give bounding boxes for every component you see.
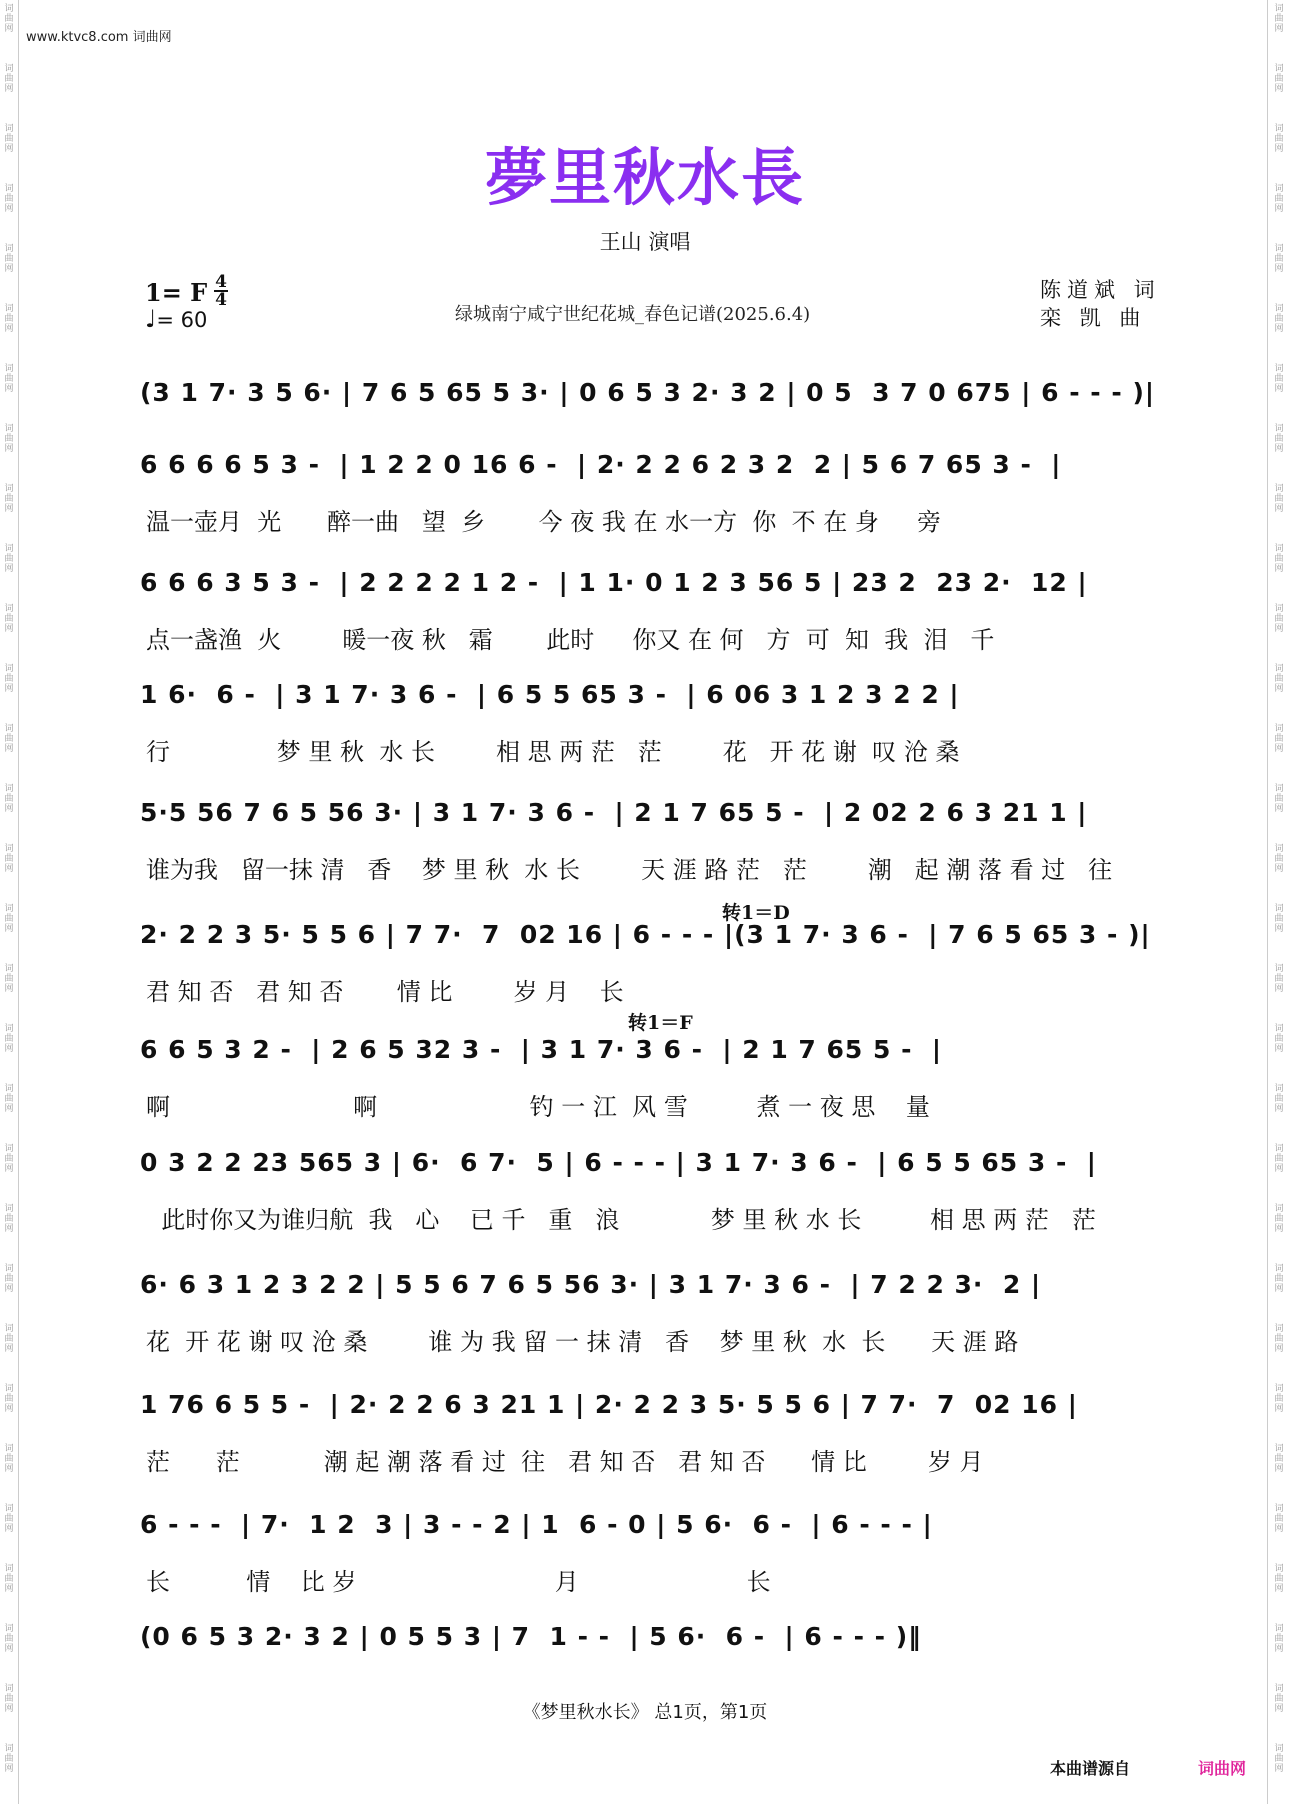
watermark-text: 词曲网 [1274,1504,1284,1534]
page-footer: 《梦里秋水长》 总1页，第1页 [522,1702,768,1723]
modulation-f: 转1＝F [628,1012,693,1034]
lyric-line: 长 情 比 岁 月 长 [146,1568,771,1596]
watermark-text: 词曲网 [1274,724,1284,754]
notation-line: 6 6 6 6 5 3 - | 1 2 2 0 16 6 - | 2· 2 2 6 2 3 2 2 | 5 6 7 65 3 - | [140,450,1062,479]
source-label: 本曲谱源自 [1050,1759,1131,1778]
lyricist: 陈道斌 词 [1040,278,1161,302]
watermark-text: 词曲网 [4,64,14,94]
watermark-text: 词曲网 [1274,184,1284,214]
watermark-text: 词曲网 [1274,964,1284,994]
watermark-text: 词曲网 [1274,124,1284,154]
notation-line: (0 6 5 3 2· 3 2 | 0 5 5 3 | 7 1 - - | 5 6· 6 - | 6 - - - )‖ [140,1622,922,1651]
watermark-text: 词曲网 [1274,4,1284,34]
watermark-text: 词曲网 [1274,1324,1284,1354]
notation-line: 1 6· 6 - | 3 1 7· 3 6 - | 6 5 5 65 3 - | 6 06 3 1 2 3 2 2 | [140,680,960,709]
watermark-text: 词曲网 [4,1144,14,1174]
watermark-text: 词曲网 [4,364,14,394]
time-signature [214,274,228,308]
watermark-text: 词曲网 [1274,244,1284,274]
lyric-line: 行 梦 里 秋 水 长 相 思 两 茫 茫 花 开 花 谢 叹 沧 桑 [146,738,960,766]
watermark-text: 词曲网 [1274,604,1284,634]
notation-line: 6 6 5 3 2 - | 2 6 5 32 3 - | 3 1 7· 3 6 - | 2 1 7 65 5 - | [140,1035,943,1064]
watermark-text: 词曲网 [4,844,14,874]
right-border [1267,0,1268,1804]
watermark-text: 词曲网 [1274,424,1284,454]
watermark-text: 词曲网 [4,424,14,454]
tempo [145,305,207,333]
singer: 王山 演唱 [599,230,691,254]
watermark-text: 词曲网 [1274,1144,1284,1174]
watermark-text: 词曲网 [4,964,14,994]
left-border [18,0,19,1804]
watermark-column-left [2,4,16,1804]
watermark-text: 词曲网 [1274,1204,1284,1234]
watermark-text: 词曲网 [1274,64,1284,94]
watermark-text: 词曲网 [1274,784,1284,814]
watermark-text: 词曲网 [1274,1024,1284,1054]
transcriber-note: 绿城南宁咸宁世纪花城_春色记谱(2025.6.4) [455,304,811,325]
song-title: 夢里秋水長 [484,141,805,214]
watermark-text: 词曲网 [4,4,14,34]
watermark-text: 词曲网 [4,1684,14,1714]
watermark-text: 词曲网 [4,184,14,214]
notation-line: 6 6 6 3 5 3 - | 2 2 2 2 1 2 - | 1 1· 0 1 2 3 56 5 | 23 2 23 2· 12 | [140,568,1088,597]
watermark-text: 词曲网 [4,1504,14,1534]
time-signature-top: 4 [215,272,227,292]
watermark-text: 词曲网 [4,1324,14,1354]
watermark-text: 词曲网 [4,784,14,814]
watermark-text: 词曲网 [1274,1264,1284,1294]
watermark-text: 词曲网 [1274,1744,1284,1774]
watermark-text: 词曲网 [4,544,14,574]
lyric-line: 谁为我 留一抹 清 香 梦 里 秋 水 长 天 涯 路 茫 茫 潮 起 潮 落 看 过 往 [146,856,1113,884]
notation-line: (3 1 7· 3 5 6· | 7 6 5 65 5 3· | 0 6 5 3 2· 3 2 | 0 5 3 7 0 675 | 6 - - - )| [140,378,1156,407]
watermark-text: 词曲网 [4,1744,14,1774]
notation-line: 6· 6 3 1 2 3 2 2 | 5 5 6 7 6 5 56 3· | 3 1 7· 3 6 - | 7 2 2 3· 2 | [140,1270,1042,1299]
watermark-text: 词曲网 [1274,1624,1284,1654]
key-signature: 1= F [145,278,208,307]
watermark-text: 词曲网 [1274,304,1284,334]
site-header[interactable]: www.ktvc8.com 词曲网 [26,30,172,45]
lyric-line: 啊 啊 钓 一 江 风 雪 煮 一 夜 思 量 [146,1093,930,1121]
watermark-text: 词曲网 [1274,544,1284,574]
watermark-text: 词曲网 [1274,364,1284,394]
watermark-column-right [1272,4,1286,1804]
watermark-text: 词曲网 [4,244,14,274]
watermark-text: 词曲网 [4,1564,14,1594]
notation-line: 6 - - - | 7· 1 2 3 | 3 - - 2 | 1 6 - 0 | 5 6· 6 - | 6 - - - | [140,1510,933,1539]
quarter-note-icon: ♩ [145,305,157,333]
watermark-text: 词曲网 [4,1084,14,1114]
lyric-line: 温一壶月 光 醉一曲 望 乡 今 夜 我 在 水一方 你 不 在 身 旁 [146,508,942,536]
watermark-text: 词曲网 [1274,1384,1284,1414]
watermark-text: 词曲网 [4,664,14,694]
watermark-text: 词曲网 [1274,904,1284,934]
notation-line: 1 76 6 5 5 - | 2· 2 2 6 3 21 1 | 2· 2 2 3 5· 5 5 6 | 7 7· 7 02 16 | [140,1390,1078,1419]
watermark-text: 词曲网 [4,724,14,754]
watermark-text: 词曲网 [4,484,14,514]
watermark-text: 词曲网 [1274,1084,1284,1114]
source-site-link[interactable]: 词曲网 [1198,1759,1247,1778]
lyric-line: 君 知 否 君 知 否 情 比 岁 月 长 [146,978,624,1006]
watermark-text: 词曲网 [4,1444,14,1474]
watermark-text: 词曲网 [4,1024,14,1054]
tempo-value: = 60 [156,308,208,332]
watermark-text: 词曲网 [4,604,14,634]
notation-line: 0 3 2 2 23 565 3 | 6· 6 7· 5 | 6 - - - | 3 1 7· 3 6 - | 6 5 5 65 3 - | [140,1148,1097,1177]
lyric-line: 点一盏渔 火 暖一夜 秋 霜 此时 你又 在 何 方 可 知 我 泪 千 [146,626,995,654]
watermark-text: 词曲网 [4,1384,14,1414]
watermark-text: 词曲网 [4,124,14,154]
watermark-text: 词曲网 [1274,664,1284,694]
watermark-text: 词曲网 [4,904,14,934]
watermark-text: 词曲网 [1274,1444,1284,1474]
composer: 栾 凯 曲 [1040,306,1147,330]
modulation-d: 转1＝D [722,902,790,924]
watermark-text: 词曲网 [1274,484,1284,514]
watermark-text: 词曲网 [1274,1684,1284,1714]
lyric-line: 花 开 花 谢 叹 沧 桑 谁 为 我 留 一 抹 清 香 梦 里 秋 水 长 天 涯 路 [146,1328,1019,1356]
time-signature-bottom: 4 [215,290,227,310]
notation-line: 5·5 56 7 6 5 56 3· | 3 1 7· 3 6 - | 2 1 7 65 5 - | 2 02 2 6 3 21 1 | [140,798,1088,827]
watermark-text: 词曲网 [1274,1564,1284,1594]
watermark-text: 词曲网 [4,304,14,334]
watermark-text: 词曲网 [4,1264,14,1294]
watermark-text: 词曲网 [4,1204,14,1234]
lyric-line: 茫 茫 潮 起 潮 落 看 过 往 君 知 否 君 知 否 情 比 岁 月 [146,1448,984,1476]
watermark-text: 词曲网 [4,1624,14,1654]
watermark-text: 词曲网 [1274,844,1284,874]
notation-line: 2· 2 2 3 5· 5 5 6 | 7 7· 7 02 16 | 6 - - - |(3 1 7· 3 6 - | 7 6 5 65 3 - )| [140,920,1151,949]
lyric-line: 此时你又为谁归航 我 心 已 千 重 浪 梦 里 秋 水 长 相 思 两 茫 茫 [146,1206,1096,1234]
